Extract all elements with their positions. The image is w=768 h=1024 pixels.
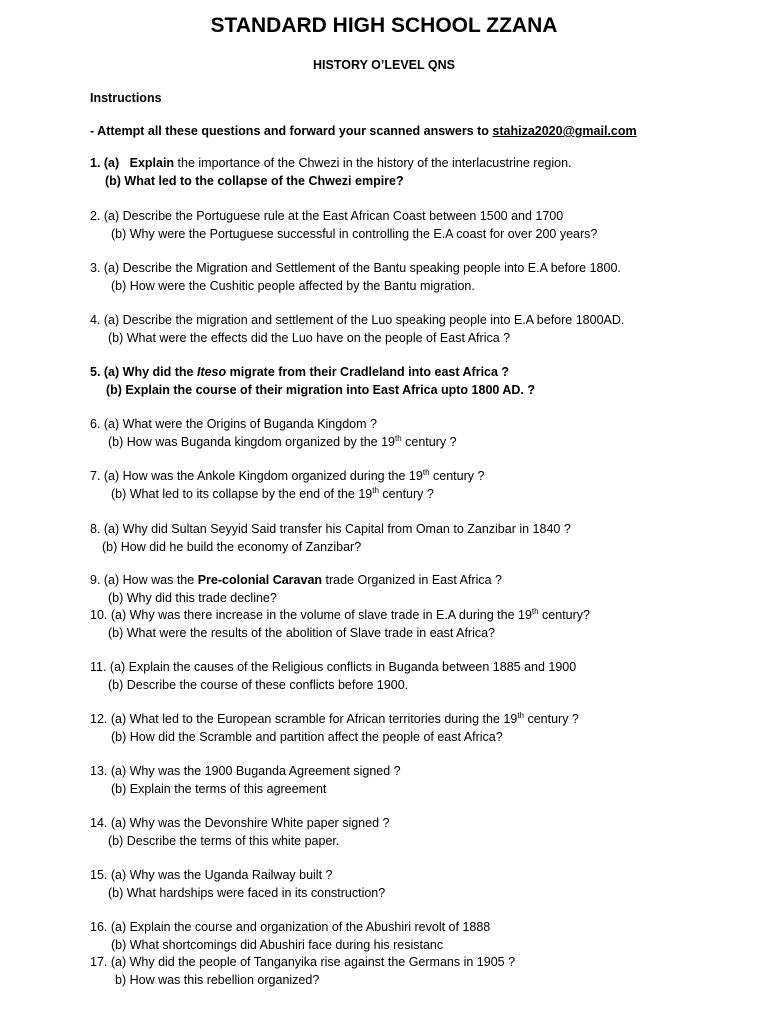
question-9a-pre: 9. (a) How was the (90, 573, 198, 587)
question-10a-sup: th (531, 607, 539, 616)
question-5a-post: migrate from their Cradleland into east Africa ? (226, 365, 510, 379)
question-7b-sup: th (372, 485, 379, 495)
question-14a: 14. (a) Why was the Devonshire White paper signed ? (90, 816, 390, 830)
question-7a (90, 468, 484, 486)
question-2a: 2. (a) Describe the Portuguese rule at the East African Coast between 1500 and 1700 (90, 209, 564, 223)
question-4b: (b) What were the effects did the Luo have on the people of East Africa ? (108, 330, 511, 345)
question-12 (90, 711, 579, 746)
question-9b: (b) Why did this trade decline? (108, 590, 277, 605)
question-1a-keyword: Explain (129, 156, 175, 170)
question-13 (90, 763, 401, 798)
question-13a: 13. (a) Why was the 1900 Buganda Agreement signed ? (90, 764, 401, 778)
question-3 (90, 260, 621, 295)
question-5a-pre: 5. (a) Why did the (90, 365, 197, 379)
question-12a-post: century ? (523, 712, 579, 726)
question-1a (90, 155, 572, 173)
question-6a: 6. (a) What were the Origins of Buganda Kingdom ? (90, 417, 377, 431)
question-3b: (b) How were the Cushitic people affected by the Bantu migration. (111, 278, 475, 293)
question-7a-sup: th (422, 468, 430, 477)
email-link[interactable]: stahiza2020@gmail.com (492, 124, 637, 138)
question-6b-pre: (b) How was Buganda kingdom organized by the 19 (108, 434, 395, 449)
question-6b-post: century ? (401, 434, 457, 449)
question-11 (90, 659, 576, 694)
question-17a: 17. (a) Why did the people of Tanganyika rise against the Germans in 1905 ? (90, 955, 516, 969)
school-title: STANDARD HIGH SCHOOL ZZANA (210, 14, 558, 37)
question-4 (90, 312, 624, 347)
question-1 (90, 155, 572, 190)
question-1a-number: 1. (a) (90, 156, 120, 170)
question-12a-sup: th (517, 711, 524, 720)
question-15 (90, 867, 385, 902)
instructions-body: - Attempt all these questions and forward your scanned answers to (90, 124, 493, 138)
question-2 (90, 208, 597, 243)
question-8a: 8. (a) Why did Sultan Seyyid Said transfer his Capital from Oman to Zanzibar in 1840 ? (90, 522, 571, 536)
question-17b: b) How was this rebellion organized? (115, 972, 320, 987)
question-9 (90, 572, 502, 607)
question-17 (90, 954, 515, 989)
question-13b: (b) Explain the terms of this agreement (111, 781, 327, 796)
question-16 (90, 919, 490, 954)
question-4a: 4. (a) Describe the migration and settlement of the Luo speaking people into E.A before 1800AD. (90, 313, 625, 327)
question-7b-post: century ? (378, 486, 434, 501)
question-10b: (b) What were the results of the abolition of Slave trade in east Africa? (108, 625, 496, 640)
question-10a (90, 607, 590, 625)
question-11b: (b) Describe the course of these conflicts before 1900. (108, 677, 409, 692)
question-1a-text: the importance of the Chwezi in the history of the interlacustrine region. (174, 156, 572, 170)
question-16a: 16. (a) Explain the course and organization of the Abushiri revolt of 1888 (90, 920, 491, 934)
instructions-text (90, 124, 637, 138)
question-12b: (b) How did the Scramble and partition affect the people of east Africa? (111, 729, 503, 744)
question-14 (90, 815, 389, 850)
question-6b-sup: th (394, 433, 402, 443)
question-5a (90, 364, 535, 382)
question-8b: (b) How did he build the economy of Zanzibar? (102, 539, 362, 554)
question-8 (90, 521, 571, 556)
question-7a-post: century ? (429, 469, 485, 483)
question-9a-post: trade Organized in East Africa ? (322, 573, 503, 587)
question-11a: 11. (a) Explain the causes of the Religious conflicts in Buganda between 1885 and 1900 (90, 660, 577, 674)
question-7b (90, 486, 484, 504)
question-2b: (b) Why were the Portuguese successful in controlling the E.A coast for over 200 years? (111, 226, 598, 241)
question-5 (90, 364, 535, 399)
question-10 (90, 607, 590, 642)
question-3a: 3. (a) Describe the Migration and Settlement of the Bantu speaking people into E.A before 1800. (90, 261, 621, 275)
question-7b-pre: (b) What led to its collapse by the end of the 19 (111, 486, 373, 501)
question-6b (90, 434, 457, 452)
question-10a-post: century? (538, 608, 590, 622)
exam-subtitle: HISTORY O’LEVEL QNS (313, 58, 455, 72)
question-15a: 15. (a) Why was the Uganda Railway built ? (90, 868, 333, 882)
question-10a-pre: 10. (a) Why was there increase in the volume of slave trade in E.A during the 19 (90, 608, 532, 622)
question-12a-pre: 12. (a) What led to the European scramble for African territories during the 19 (90, 712, 518, 726)
question-16b: (b) What shortcomings did Abushiri face during his resistanc (111, 937, 444, 952)
question-1b: (b) What led to the collapse of the Chwezi empire? (105, 173, 404, 188)
question-7 (90, 468, 484, 503)
question-12a (90, 711, 579, 729)
question-14b: (b) Describe the terms of this white paper. (108, 833, 340, 848)
question-6 (90, 416, 457, 451)
question-7a-pre: 7. (a) How was the Ankole Kingdom organized during the 19 (90, 469, 423, 483)
question-15b: (b) What hardships were faced in its construction? (108, 885, 386, 900)
question-9a-bold: Pre-colonial Caravan (197, 573, 323, 587)
question-5b: (b) Explain the course of their migration into East Africa upto 1800 AD. ? (106, 382, 535, 397)
question-9a (90, 572, 502, 590)
question-5a-italic: Iteso (196, 365, 227, 379)
instructions-label: Instructions (90, 91, 162, 105)
